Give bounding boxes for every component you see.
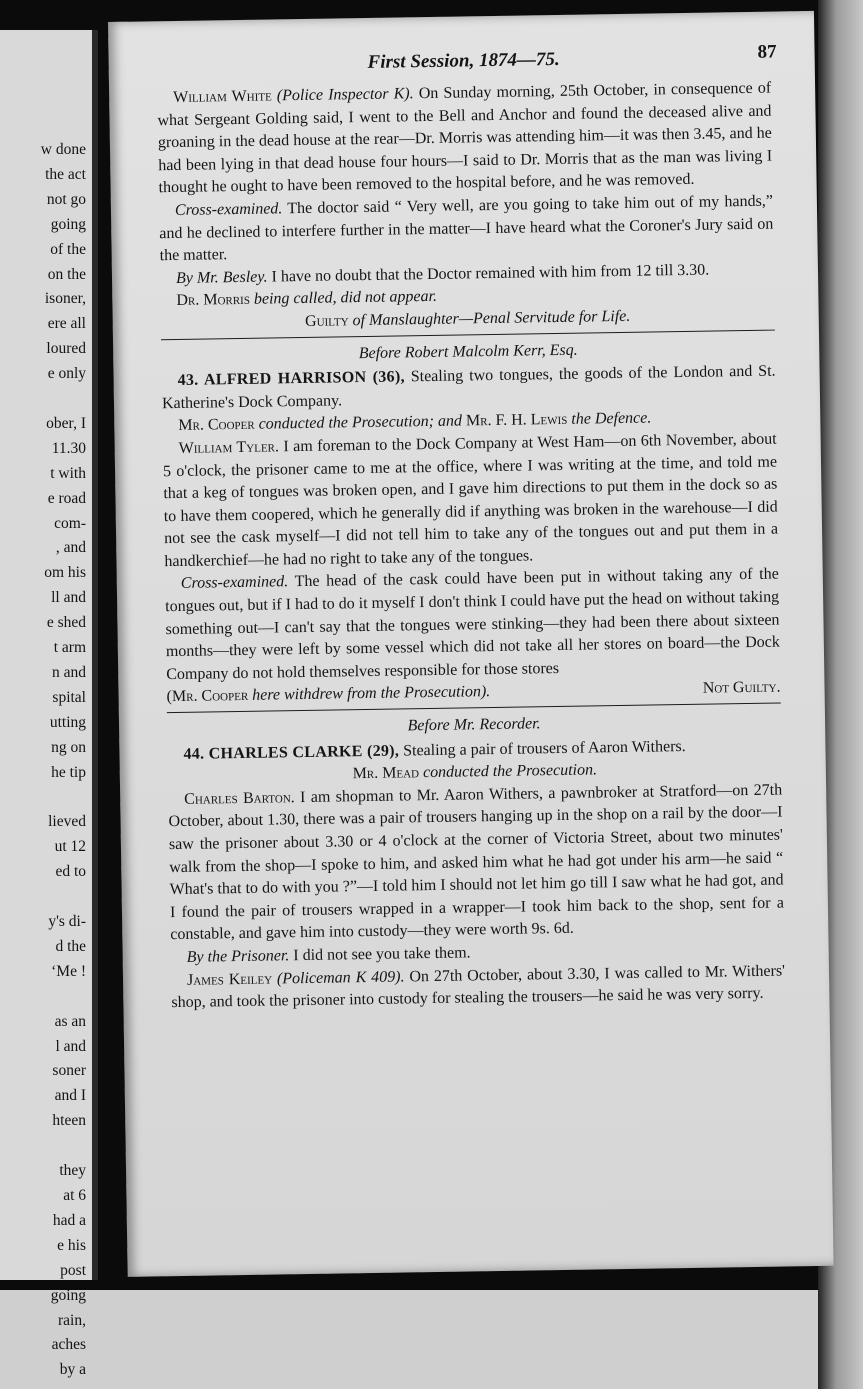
left-page-line: not go xyxy=(46,190,86,208)
left-page-line: had a xyxy=(52,1211,86,1229)
left-page-line: aches xyxy=(51,1336,86,1354)
left-page-line: l and xyxy=(55,1037,86,1055)
left-page-line: hteen xyxy=(52,1112,86,1130)
left-page-line: soner xyxy=(52,1062,86,1080)
left-page-line: y's di- xyxy=(48,913,86,931)
tyler-cross-examination xyxy=(165,564,781,687)
case-43-charge: Stealing two tongues, the goods of the London and St. Katherine's Dock Company. xyxy=(161,362,776,412)
verdict-not-guilty: Not Guilty. xyxy=(702,678,781,698)
left-page-line: at 6 xyxy=(63,1186,86,1204)
witness-name: William White xyxy=(173,87,272,106)
left-page-line xyxy=(0,885,86,910)
counsel-prosecution-text: conducted the Prosecution. xyxy=(422,761,598,782)
morris-text: being called, did not appear. xyxy=(253,288,438,309)
running-title: First Session, 1874—75. xyxy=(367,48,560,73)
left-page-line: ere all xyxy=(47,315,86,333)
judge-heading-44: Before Mr. Recorder. xyxy=(407,715,541,735)
left-page-line: as an xyxy=(54,1012,86,1030)
left-page-line: on the xyxy=(47,265,86,283)
prisoner-text: I did not see you take them. xyxy=(293,944,471,965)
left-page-line: ‘Me ! xyxy=(51,962,86,980)
case-44-defendant: 44. CHARLES CLARKE (29), xyxy=(183,742,400,763)
left-page-line: utting xyxy=(49,713,86,731)
left-page-line: , and xyxy=(55,539,86,557)
page-number: 87 xyxy=(757,41,777,63)
testimony-text: On Sunday morning, 25th October, in consequence of what Sergeant Golding said, I went to the Bell and Anchor and found the deceased alive and groaning in the dead house at the rear—Dr. Morris was attending him—it was then 3.45, and he had been lying in that dead house four hours—I said to Dr. Morris that as the man was living I thought he ought to have been removed to the hospital before, and he was removed. xyxy=(157,79,773,197)
page-content xyxy=(157,41,786,1015)
tyler-text: I am foreman to the Dock Company at West Ham—on 6th November, about 5 o'clock, the prisoner came to me at the office, where I was writing at the time, and told me that a keg of tongues was broken open, and I gave him directions to put them in the dock so as to have them coopered, which he generally did if anything was broken in the warehouse—I did not see the cask myself—I did not tell him to take any of the tongues out and put them in a handkerchief—he had no right to take any of the tongues. xyxy=(162,430,779,571)
left-page-line: ng on xyxy=(51,738,86,756)
counsel-prosecution: Mr. Cooper xyxy=(178,416,255,435)
left-page-text xyxy=(0,138,86,1383)
left-page-line: e road xyxy=(47,489,86,507)
keiley-text: On 27th October, about 3.30, I was called to Mr. Withers' shop, and took the prisoner into custody for stealing the trousers—he said he was very sorry. xyxy=(171,962,786,1012)
left-page-line: n and xyxy=(51,664,86,682)
tyler-testimony xyxy=(163,428,779,573)
left-page-line: going xyxy=(50,215,86,233)
left-page-line: com- xyxy=(54,514,86,532)
left-page-line xyxy=(0,786,86,811)
witness-keiley-role: (Policeman K 409). xyxy=(276,968,405,988)
keiley-testimony xyxy=(171,960,786,1015)
case-43-defendant: 43. ALFRED HARRISON (36), xyxy=(177,368,405,390)
withdrawal-name: (Mr. Cooper xyxy=(166,687,249,706)
left-page-line: loured xyxy=(46,340,86,358)
witness-role: (Police Inspector K). xyxy=(276,85,414,105)
left-page-line: 11.30 xyxy=(51,439,86,457)
left-page-line xyxy=(0,985,86,1010)
left-page-line: e only xyxy=(47,365,86,383)
left-page-line: isoner, xyxy=(44,290,86,308)
left-page-line: ed to xyxy=(55,863,86,881)
scanner-background xyxy=(0,1290,863,1389)
barton-text: I am shopman to Mr. Aaron Withers, a pawnbroker at Stratford—on 27th October, about 1.30, there was a pair of trousers hanging up in the shop on a rail by the door—I saw the prisoner about 3.30 or 4 o'clock at the corner of Victoria Street, about two minutes' walk from the shop—I spoke to him, and asked him what he had got under his arm—he said “ What's that to do with you ?”—I told him I should not let him go till I saw what he had got, and I found the pair of trousers wrapped in a wrapper—I took him back to the shop, sent for a constable, and gave him into custody—they were worth 9s. 6d. xyxy=(168,781,785,944)
witness-keiley: James Keiley xyxy=(186,970,273,989)
besley-text: I have no doubt that the Doctor remained with him from 12 till 3.30. xyxy=(271,261,710,286)
left-page-line: om his xyxy=(44,564,86,582)
white-cross-examination xyxy=(159,191,774,268)
left-page-line: ut 12 xyxy=(54,838,86,856)
left-page-line: ober, I xyxy=(46,414,86,432)
left-page-line: w done xyxy=(40,141,86,158)
left-page-line: d the xyxy=(55,937,86,955)
left-page-line: e shed xyxy=(46,614,86,632)
barton-testimony xyxy=(168,779,784,947)
counsel-defence: Mr. F. H. Lewis xyxy=(465,411,568,430)
withdrawal-text: here withdrew from the Prosecution). xyxy=(252,683,491,705)
witness-barton: Charles Barton. xyxy=(184,788,295,808)
left-page-line: t arm xyxy=(53,639,86,657)
verdict-sentence: of Manslaughter—Penal Servitude for Life. xyxy=(352,307,631,330)
left-page-line xyxy=(0,387,86,412)
left-page-line: t with xyxy=(50,464,86,482)
left-page-line: rain, xyxy=(58,1311,86,1329)
left-page-line: e his xyxy=(57,1236,86,1254)
counsel-prosecution: Mr. Mead xyxy=(352,764,420,783)
white-testimony xyxy=(157,78,773,201)
left-page-line: ll and xyxy=(51,589,86,607)
cross-text: The head of the cask could have been put in without taking any of the tongues out, but if I had to do it myself I don't think I could have put the head on without taking something out—I can't say that the tongues were stinking—they had been there about sixteen months—they were left by some vessel which did not take all her stores on board—the Dock Company do not hold themselves responsible for those stores xyxy=(165,566,780,684)
left-page-line: lieved xyxy=(48,813,86,831)
left-page-line: by a xyxy=(59,1361,86,1379)
case-44-charge: Stealing a pair of trousers of Aaron Withers. xyxy=(403,737,686,760)
withdrawal-note xyxy=(166,682,490,710)
left-page-line: the act xyxy=(45,165,86,183)
cross-label: Cross-examined. xyxy=(174,200,283,219)
cross-text: The doctor said “ Very well, are you going to take him out of my hands,” and he declined to interfere further in the matter—I have heard what the Coroner's Jury said on the matter. xyxy=(159,192,774,265)
prisoner-label: By the Prisoner. xyxy=(186,947,290,966)
left-page-line: of the xyxy=(50,240,86,258)
verdict-guilty: Guilty xyxy=(304,312,349,330)
left-page-line: post xyxy=(60,1261,86,1279)
book-page xyxy=(108,11,834,1277)
counsel-prosecution-text: conducted the Prosecution; and xyxy=(258,412,463,433)
left-facing-page xyxy=(0,30,98,1379)
besley-label: By Mr. Besley. xyxy=(175,268,268,287)
left-page-line xyxy=(0,1134,86,1159)
left-page-line: and I xyxy=(54,1087,86,1105)
cross-label: Cross-examined. xyxy=(180,573,289,593)
left-page-line: going xyxy=(50,1286,86,1304)
witness-tyler: William Tyler. xyxy=(178,438,280,457)
counsel-defence-text: the Defence. xyxy=(571,409,652,429)
left-page-line: spital xyxy=(52,688,86,706)
left-page-line: they xyxy=(59,1162,86,1180)
judge-heading-43: Before Robert Malcolm Kerr, Esq. xyxy=(358,341,578,362)
left-page-line: he tip xyxy=(51,763,86,781)
morris-name: Dr. Morris xyxy=(176,291,251,310)
